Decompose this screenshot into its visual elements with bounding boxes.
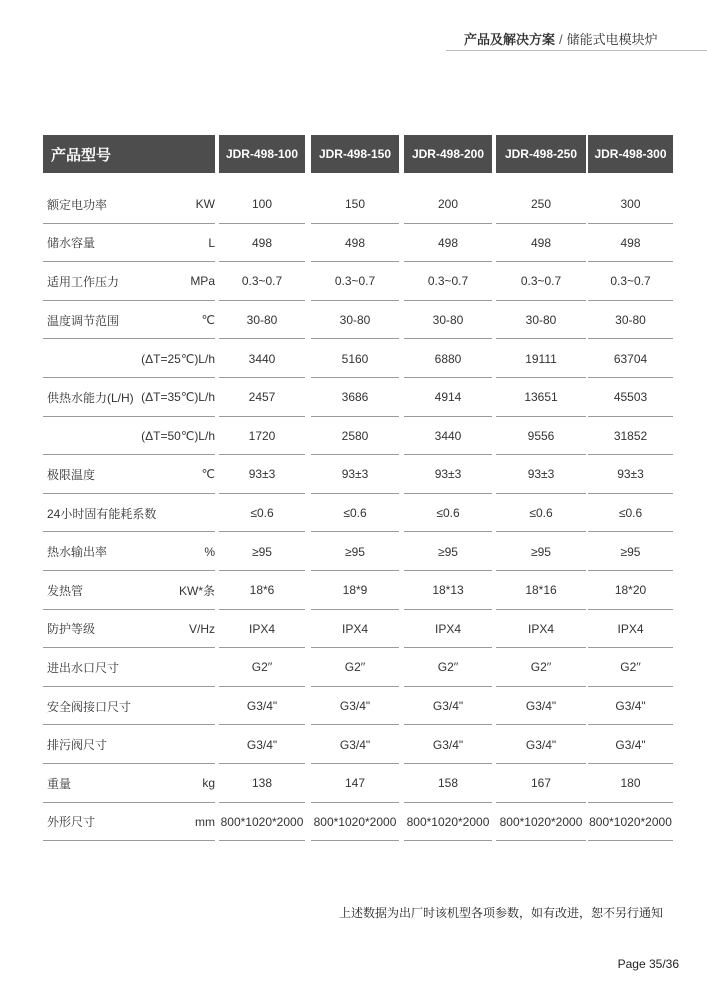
cell-value: 300 xyxy=(620,197,641,212)
table-row xyxy=(43,455,673,494)
table-row xyxy=(43,648,673,687)
cell-value: G3/4" xyxy=(339,699,371,714)
cell-value: 30-80 xyxy=(432,313,464,328)
row-label: 极限温度 xyxy=(47,467,96,482)
cell-value: ≥95 xyxy=(620,544,641,559)
cell-value: 498 xyxy=(620,235,641,250)
cell-value: G3/4" xyxy=(615,699,646,714)
row-unit xyxy=(43,725,215,764)
cell-value: G3/4" xyxy=(246,699,278,714)
footnote: 上述数据为出厂时该机型各项参数，如有改进，恕不另行通知 xyxy=(338,906,663,920)
cell-value: 167 xyxy=(530,776,552,791)
cell-value: 0.3~0.7 xyxy=(334,274,376,289)
cell-value: 30-80 xyxy=(525,313,557,328)
cell-value: 100 xyxy=(251,197,273,212)
cell-value: 3440 xyxy=(434,428,462,443)
table-row xyxy=(43,532,673,571)
row-unit: (ΔT=25℃)L/h xyxy=(141,351,215,366)
cell-value: G3/4" xyxy=(525,737,557,752)
cell-value: 800*1020*2000 xyxy=(499,814,583,829)
header-product: 储能式电模块炉 xyxy=(566,32,658,47)
row-label: 重量 xyxy=(47,776,72,791)
cell-value: ≥95 xyxy=(345,544,365,559)
cell-value: 0.3~0.7 xyxy=(427,274,469,289)
cell-value: IPX4 xyxy=(617,621,644,636)
table-row xyxy=(43,764,673,803)
row-unit xyxy=(43,494,215,533)
cell-value: G3/4" xyxy=(432,699,464,714)
cell-value: 30-80 xyxy=(339,313,371,328)
cell-value: G2′′ xyxy=(530,660,552,675)
row-unit: ℃ xyxy=(201,467,215,482)
row-label: 防护等级 xyxy=(47,622,96,637)
cell-value: 30-80 xyxy=(246,313,278,328)
row-unit: KW*条 xyxy=(178,583,215,598)
cell-value: 31852 xyxy=(613,428,648,443)
cell-value: 30-80 xyxy=(615,313,646,328)
table-row xyxy=(43,262,673,301)
cell-value: 498 xyxy=(530,235,552,250)
cell-divider xyxy=(588,840,673,841)
cell-value: G3/4" xyxy=(246,737,278,752)
cell-value: ≤0.6 xyxy=(618,506,643,521)
cell-value: 63704 xyxy=(613,351,648,366)
row-label: 温度调节范围 xyxy=(47,313,120,328)
cell-value: 9556 xyxy=(527,428,555,443)
cell-value: 93±3 xyxy=(434,467,462,482)
cell-value: 2580 xyxy=(341,428,369,443)
table-row xyxy=(43,417,673,456)
table-title: 产品型号 xyxy=(43,135,215,173)
row-label: 额定电功率 xyxy=(47,197,108,212)
table-row xyxy=(43,224,673,263)
header-category: 产品及解决方案 xyxy=(464,32,556,47)
page-header xyxy=(464,29,658,48)
cell-value: 800*1020*2000 xyxy=(313,814,397,829)
cell-value: 93±3 xyxy=(341,467,369,482)
row-divider xyxy=(43,840,215,841)
model-header-3: JDR-498-200 xyxy=(404,135,492,173)
header-separator: / xyxy=(559,32,563,47)
cell-value: 93±3 xyxy=(248,467,276,482)
cell-value: 4914 xyxy=(434,390,462,405)
cell-value: G3/4" xyxy=(432,737,464,752)
cell-value: 0.3~0.7 xyxy=(520,274,562,289)
cell-divider xyxy=(219,840,305,841)
table-row xyxy=(43,687,673,726)
row-unit: (ΔT=35℃)L/h xyxy=(141,390,215,405)
cell-value: 19111 xyxy=(525,351,557,366)
model-header-5: JDR-498-300 xyxy=(588,135,673,173)
cell-value: 1720 xyxy=(248,428,276,443)
cell-value: G2′′ xyxy=(251,660,273,675)
row-label: 安全阀接口尺寸 xyxy=(47,699,132,714)
cell-divider xyxy=(404,840,492,841)
cell-value: G3/4" xyxy=(525,699,557,714)
cell-value: 800*1020*2000 xyxy=(220,814,304,829)
model-header-4: JDR-498-250 xyxy=(496,135,586,173)
row-label: 发热管 xyxy=(47,583,84,598)
cell-value: ≤0.6 xyxy=(529,506,553,521)
cell-value: 200 xyxy=(437,197,459,212)
cell-value: 147 xyxy=(344,776,366,791)
row-label: 热水输出率 xyxy=(47,545,108,560)
table-row xyxy=(43,378,673,417)
cell-value: G2′′ xyxy=(620,660,641,675)
cell-value: 498 xyxy=(344,235,366,250)
row-unit xyxy=(43,648,215,687)
row-unit: kg xyxy=(202,776,215,791)
row-label: 适用工作压力 xyxy=(47,274,120,289)
row-unit: KW xyxy=(195,197,215,212)
cell-divider xyxy=(311,840,399,841)
cell-value: 138 xyxy=(251,776,273,791)
cell-value: 0.3~0.7 xyxy=(610,274,651,289)
model-header-2: JDR-498-150 xyxy=(311,135,399,173)
table-row xyxy=(43,301,673,340)
cell-value: 150 xyxy=(344,197,366,212)
table-row xyxy=(43,339,673,378)
cell-value: 93±3 xyxy=(527,467,555,482)
cell-value: 3686 xyxy=(341,390,369,405)
cell-value: IPX4 xyxy=(434,621,461,636)
cell-value: 800*1020*2000 xyxy=(589,814,672,829)
cell-value: IPX4 xyxy=(341,621,368,636)
row-label: 外形尺寸 xyxy=(47,815,96,830)
row-unit: ℃ xyxy=(201,313,215,328)
header-divider xyxy=(446,50,707,51)
cell-value: 0.3~0.7 xyxy=(241,274,283,289)
row-unit: MPa xyxy=(190,274,215,289)
cell-value: 180 xyxy=(620,776,641,791)
row-unit: L xyxy=(208,235,215,250)
page-number: Page 35/36 xyxy=(617,957,679,971)
table-row xyxy=(43,185,673,224)
cell-value: ≤0.6 xyxy=(343,506,367,521)
cell-value: 93±3 xyxy=(617,467,644,482)
cell-value: 250 xyxy=(530,197,552,212)
cell-value: ≥95 xyxy=(531,544,551,559)
table-row xyxy=(43,494,673,533)
cell-value: ≤0.6 xyxy=(250,506,274,521)
cell-value: 6880 xyxy=(434,351,462,366)
cell-value: IPX4 xyxy=(527,621,554,636)
model-header-1: JDR-498-100 xyxy=(219,135,305,173)
cell-value: ≥95 xyxy=(252,544,272,559)
cell-value: 18*13 xyxy=(432,583,464,598)
table-row xyxy=(43,610,673,649)
cell-value: G2′′ xyxy=(344,660,366,675)
table-row xyxy=(43,725,673,764)
row-label: 24小时固有能耗系数 xyxy=(47,506,157,521)
cell-value: 5160 xyxy=(341,351,369,366)
row-unit xyxy=(43,687,215,726)
row-unit: mm xyxy=(195,814,215,829)
cell-value: 45503 xyxy=(613,390,648,405)
cell-value: 3440 xyxy=(248,351,276,366)
group-label: 供热水能力(L/H) xyxy=(47,391,134,406)
row-unit: (ΔT=50℃)L/h xyxy=(141,428,215,443)
row-unit: V/Hz xyxy=(188,621,215,636)
row-label: 进出水口尺寸 xyxy=(47,660,120,675)
cell-value: 18*16 xyxy=(525,583,557,598)
cell-value: ≤0.6 xyxy=(436,506,460,521)
cell-value: 2457 xyxy=(248,390,276,405)
cell-value: 498 xyxy=(437,235,459,250)
cell-value: G3/4" xyxy=(339,737,371,752)
row-unit: % xyxy=(204,544,215,559)
row-label: 排污阀尺寸 xyxy=(47,738,108,753)
cell-value: ≥95 xyxy=(438,544,458,559)
cell-value: 18*9 xyxy=(342,583,368,598)
table-row xyxy=(43,803,673,842)
cell-divider xyxy=(496,840,586,841)
cell-value: IPX4 xyxy=(248,621,275,636)
cell-value: 800*1020*2000 xyxy=(406,814,490,829)
cell-value: 13651 xyxy=(524,390,558,405)
cell-value: G3/4" xyxy=(615,737,646,752)
row-label: 储水容量 xyxy=(47,236,96,251)
cell-value: G2′′ xyxy=(437,660,459,675)
cell-value: 498 xyxy=(251,235,273,250)
cell-value: 18*20 xyxy=(614,583,647,598)
table-row xyxy=(43,571,673,610)
cell-value: 18*6 xyxy=(249,583,275,598)
cell-value: 158 xyxy=(437,776,459,791)
